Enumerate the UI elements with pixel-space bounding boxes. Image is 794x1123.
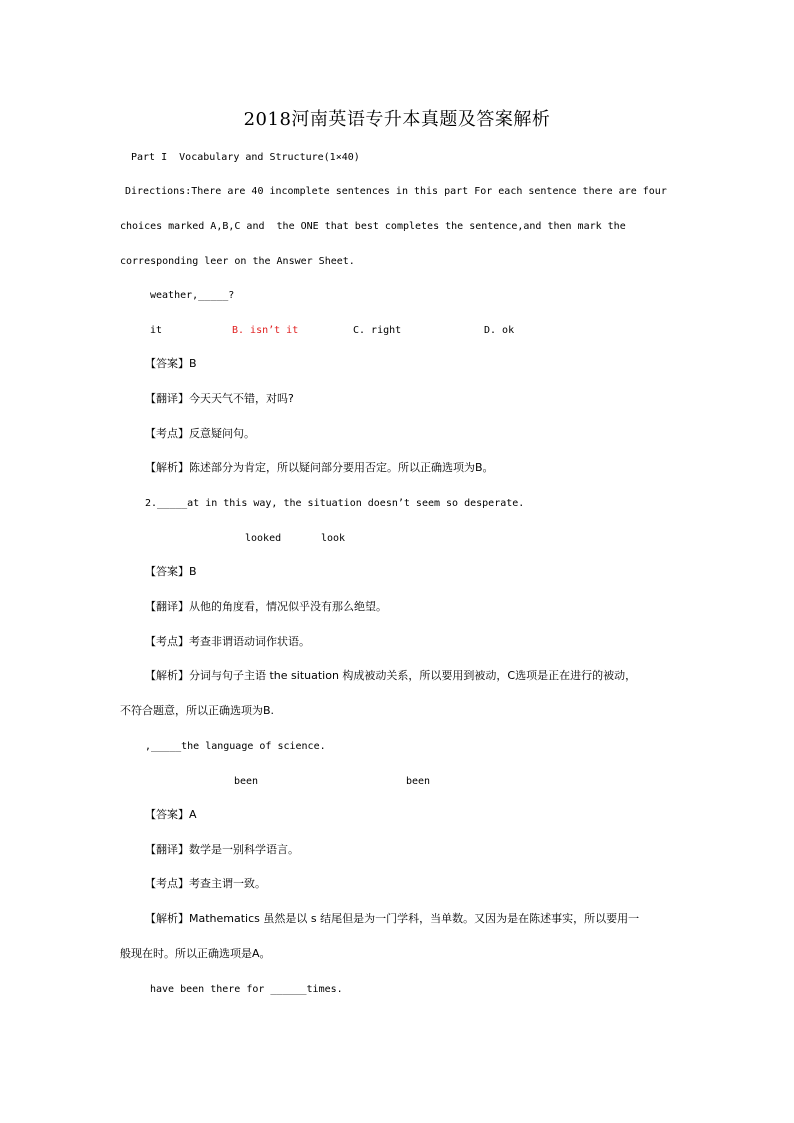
answer-label: 【答案】B [145,565,197,578]
option-item: looked [245,533,282,544]
option-item: look [321,533,346,544]
answer-label: 【答案】B [145,357,197,370]
question-stem: ,_____the language of science. [145,741,326,752]
document-title: 2018河南英语专升本真题及答案解析 [243,109,551,130]
question-stem: 2._____at in this way, the situation doesn’t seem so desperate. [145,498,525,509]
analysis-continuation: 般现在时。所以正确选项是A。 [120,947,271,960]
analysis-label: 【解析】分词与句子主语 the situation 构成被动关系，所以要用到被动，C选项是正在进行的被动， [145,669,637,682]
option-a: it [150,325,163,336]
point-label: 【考点】考查主谓一致。 [145,877,266,890]
option-item: been [406,776,431,787]
analysis-label: 【解析】陈述部分为肯定，所以疑问部分要用否定。所以正确选项为B。 [145,461,494,474]
directions-line: choices marked A,B,C and the ONE that best completes the sentence,and then mark the [120,221,626,232]
option-b-correct: B. isn’t it [232,325,299,336]
point-label: 【考点】反意疑问句。 [145,427,255,440]
translation-label: 【翻译】从他的角度看，情况似乎没有那么绝望。 [145,600,387,613]
translation-label: 【翻译】数学是一别科学语言。 [145,843,299,856]
translation-label: 【翻译】今天天气不错，对吗? [145,392,294,405]
option-c: C. right [353,325,402,336]
point-label: 【考点】考查非谓语动词作状语。 [145,635,310,648]
option-item: been [234,776,259,787]
directions-line: corresponding leer on the Answer Sheet. [120,256,355,267]
answer-label: 【答案】A [145,808,197,821]
directions-line: Directions:There are 40 incomplete sentences in this part For each sentence there are four [125,186,667,197]
analysis-label: 【解析】Mathematics 虽然是以 s 结尾但是为一门学科，当单数。又因为是在陈述事实，所以要用一 [145,912,640,925]
analysis-continuation: 不符合题意，所以正确选项为B. [120,704,275,717]
question-stem: have been there for ______times. [150,984,343,995]
question-stem: weather,_____? [150,290,235,301]
part-heading: Part I Vocabulary and Structure(1×40) [131,152,360,163]
option-d: D. ok [484,325,515,336]
